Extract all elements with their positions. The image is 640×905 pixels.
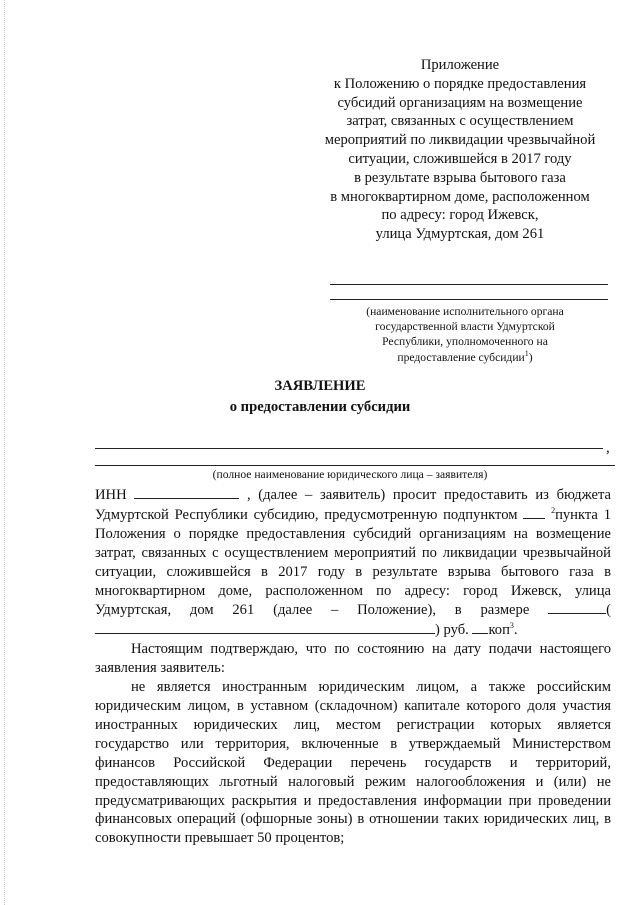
appendix-header: [310, 56, 610, 244]
confirmation-paragraph: Настоящим подтверждаю, что по состоянию на дату подачи настоящего заявления заявитель:: [95, 641, 611, 677]
footnote-3-marker: 3: [509, 621, 514, 631]
request-end-period: .: [513, 622, 518, 639]
organ-caption-last: предоставление субсидии: [397, 350, 525, 364]
amount-paren-open: (: [606, 602, 611, 619]
application-body: [95, 485, 611, 848]
appendix-line: к Положению о порядке предоставления: [333, 75, 587, 92]
appendix-line: Приложение: [420, 57, 500, 73]
kop-blank: [472, 620, 488, 634]
applicant-name-line-2: [95, 465, 615, 466]
appendix-line: по адресу: город Ижевск,: [381, 207, 539, 224]
amount-digits-blank: [548, 600, 606, 614]
appendix-line: мероприятий по ликвидации чрезвычайной: [324, 132, 596, 149]
footnote-2-marker: 2: [551, 506, 556, 516]
appendix-line: улица Удмуртская, дом 261: [375, 226, 545, 243]
scan-margin-line: [4, 0, 5, 905]
rub-label: ) руб.: [435, 622, 469, 639]
applicant-comma: ,: [606, 440, 610, 456]
applicant-caption: (полное наименование юридического лица – заявителя): [212, 468, 488, 481]
organ-caption-line: (наименование исполнительного органа: [366, 305, 564, 318]
document-subtitle: о предоставлении субсидии: [229, 399, 411, 415]
organ-name-line-1: [330, 284, 608, 285]
organ-caption-line: государственной власти Удмуртской: [375, 320, 555, 334]
appendix-line: затрат, связанных с осуществлением: [346, 113, 574, 130]
request-text-b: пункта 1 Положения о порядке предоставления субсидий организациям на возмещение затрат, связанных с осуществлением мероприятий по ликвидации чрезвычайной ситуации, сложившейся в 2017 году в результате взрыва бытового газа в многоквартирном доме, расположенном по адресу: город Ижевск, улица Удмуртская, дом 261 (далее – Положение), в размере: [95, 506, 611, 619]
appendix-line: ситуации, сложившейся в 2017 году: [348, 150, 572, 167]
inn-blank: [134, 485, 239, 499]
organ-caption-line: Республики, уполномоченного на: [382, 335, 548, 349]
request-paragraph: [95, 485, 611, 640]
appendix-line: субсидий организациям на возмещение: [337, 94, 583, 111]
footnote-1-marker: 1: [524, 348, 529, 358]
organ-caption-close: ): [528, 350, 533, 364]
organ-name-line-2: [330, 299, 608, 300]
inn-label: ИНН: [95, 487, 127, 503]
organ-caption-line: [340, 350, 590, 365]
document-title: ЗАЯВЛЕНИЕ: [274, 378, 366, 394]
kop-label: коп: [488, 622, 510, 639]
organ-caption: [340, 304, 590, 365]
request-text-a: , (далее – заявитель) просит предоставить из бюджета Удмуртской Республики субсидию, предусмотренную подпунктом: [95, 487, 611, 523]
amount-words-blank: [95, 620, 435, 634]
applicant-name-line-1: [95, 448, 603, 449]
appendix-line: в многоквартирном доме, расположенном: [330, 188, 590, 205]
subitem-blank: [523, 505, 545, 519]
condition-paragraph: не является иностранным юридическим лицом, а также российским юридическим лицом, в уставном (складочном) капитале которого доля участия иностранных юридических лиц, местом регистрации которых является государство или территория, включенные в утверждаемый Министерством финансов Российской Федерации перечень государств и территорий, предоставляющих льготный налоговый режим налогообложения и (или) не предусматривающих раскрытия и предоставления информации при проведении финансовых операций (офшорные зоны) в отношении таких юридических лиц, в совокупности превышает 50 процентов;: [95, 679, 611, 847]
appendix-line: в результате взрыва бытового газа: [354, 169, 566, 186]
